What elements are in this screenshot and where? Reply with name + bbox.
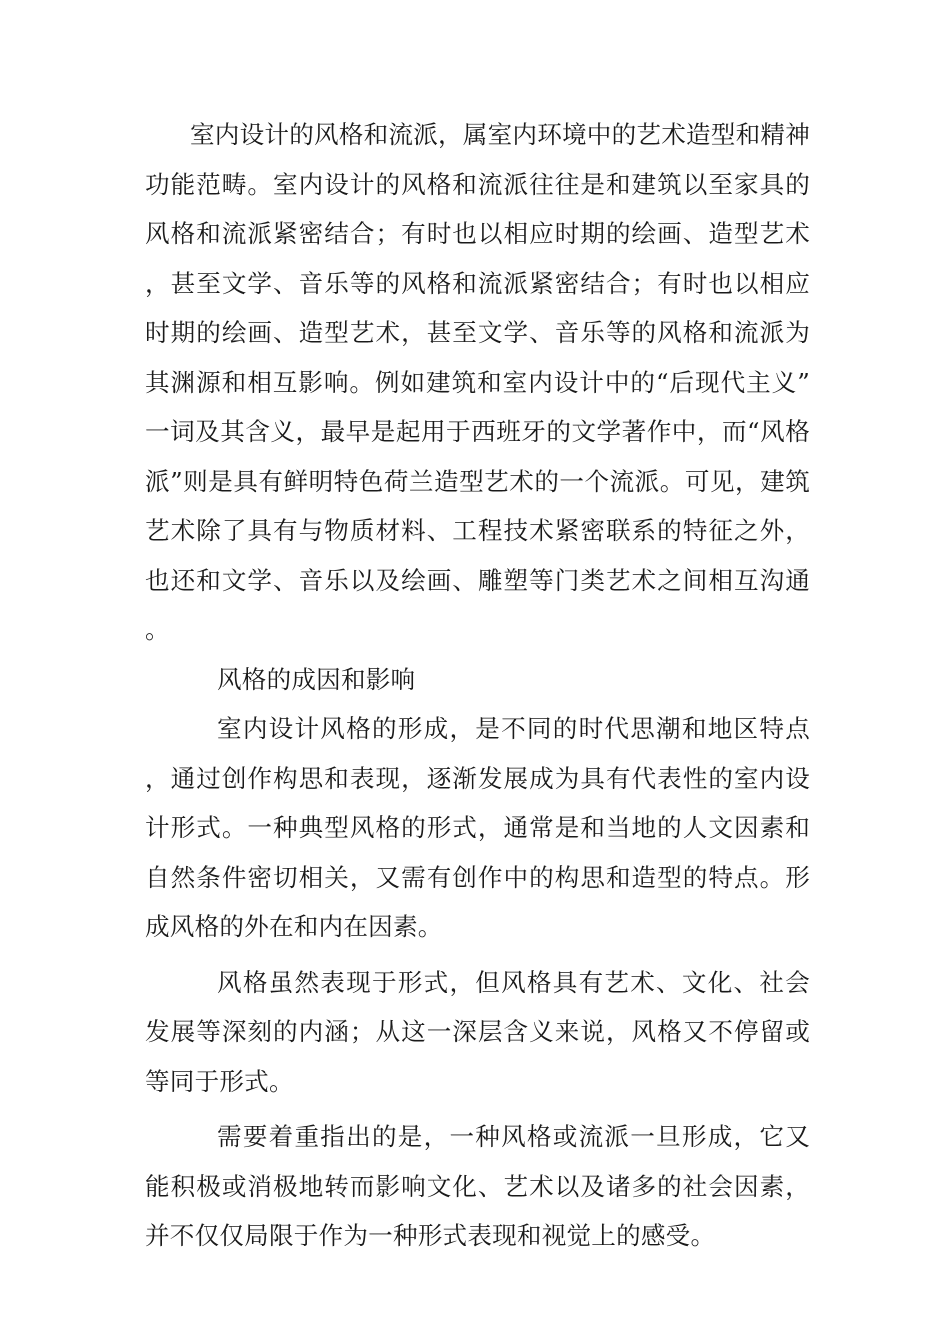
paragraph-style-and-schools: 室内设计的风格和流派，属室内环境中的艺术造型和精神功能范畴。室内设计的风格和流派往往是和建筑以至家具的风格和流派紧密结合；有时也以相应时期的绘画、造型艺术，甚至文学、音乐等的风格和流派紧密结合；有时也以相应时期的绘画、造型艺术，甚至文学、音乐等的风格和流派为其渊源和相互影响。例如建筑和室内设计中的“后现代主义”一词及其含义，最早是起用于西班牙的文学著作中，而“风格派”则是具有鲜明特色荷兰造型艺术的一个流派。可见，建筑艺术除了具有与物质材料、工程技术紧密联系的特征之外，也还和文学、音乐以及绘画、雕塑等门类艺术之间相互沟通。 bbox=[145, 120, 810, 644]
paragraph-style-influence: 需要着重指出的是，一种风格或流派一旦形成，它又能积极或消极地转而影响文化、艺术以及诸多的社会因素，并不仅仅局限于作为一种形式表现和视觉上的感受。 bbox=[145, 1122, 810, 1250]
paragraph-style-connotation: 风格虽然表现于形式，但风格具有艺术、文化、社会发展等深刻的内涵；从这一深层含义来说，风格又不停留或等同于形式。 bbox=[145, 967, 810, 1096]
section-heading-style-origins: 风格的成因和影响 bbox=[217, 664, 416, 694]
document-body bbox=[145, 110, 810, 1261]
paragraph-style-formation: 室内设计风格的形成，是不同的时代思潮和地区特点，通过创作构思和表现，逐渐发展成为具有代表性的室内设计形式。一种典型风格的形式，通常是和当地的人文因素和自然条件密切相关，又需有创作中的构思和造型的特点。形成风格的外在和内在因素。 bbox=[145, 714, 810, 941]
